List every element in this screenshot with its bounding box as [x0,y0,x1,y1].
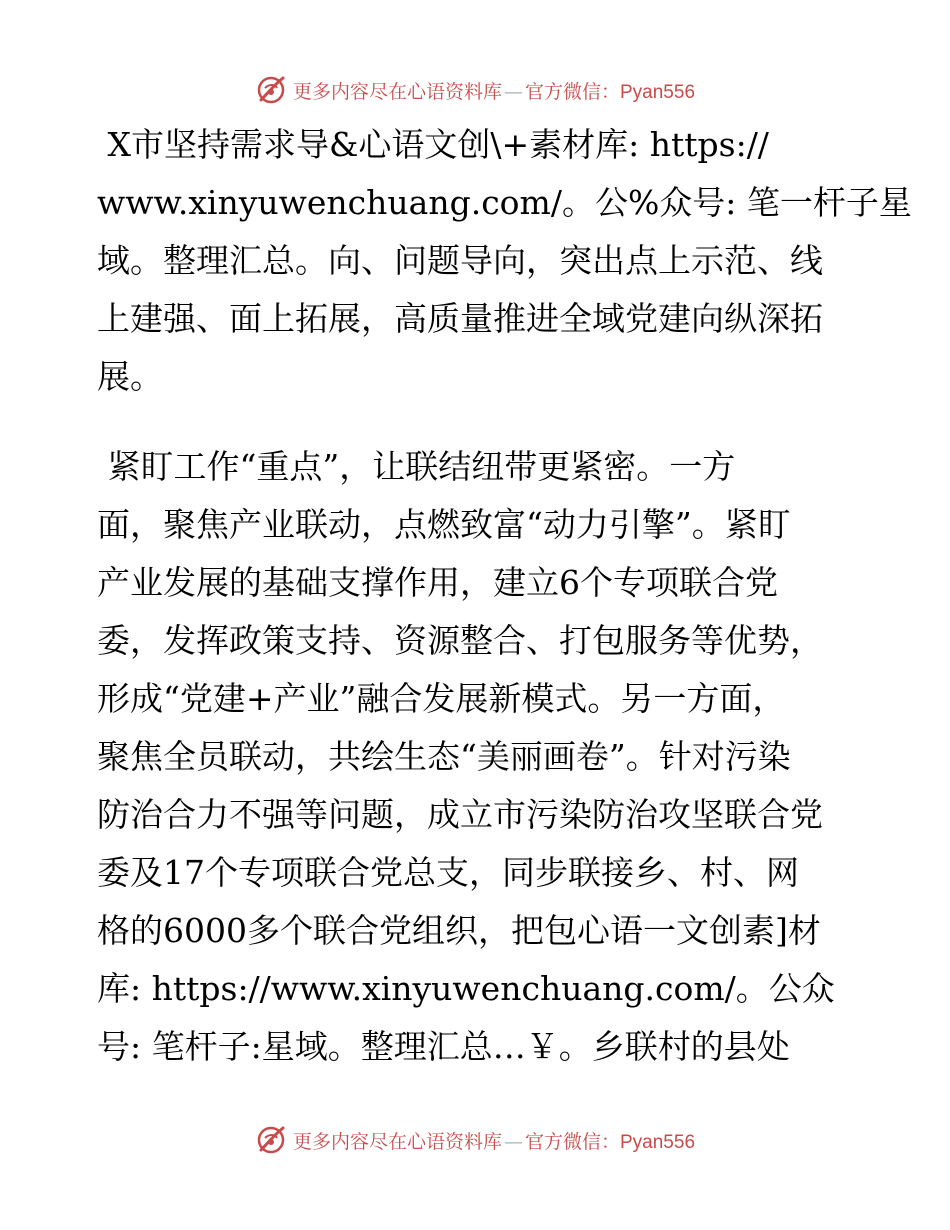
text-line: 防治合力不强等问题，成立市污染防治攻坚联合党 [97,795,823,834]
banner-separator: — [504,1130,523,1153]
text-line: 域。整理汇总。向、问题导向，突出点上示范、线 [97,241,823,280]
footer-banner [0,1120,950,1160]
banner-wechat-text: 官方微信：Pyan556 [525,81,696,103]
banner-separator: — [504,80,523,103]
banner-text [293,77,695,104]
text-line: 聚焦全员联动，共绘生态“美丽画卷”。针对污染 [97,737,791,776]
text-line: 库: https://www.xinyuwenchuang.com/。公众 [97,969,835,1008]
text-line: 格的6000多个联合党组织，把包心语一文创素]材 [97,911,821,950]
document-body [97,116,912,1076]
text-line: 面，聚焦产业联动，点燃致富“动力引擎”。紧盯 [97,505,791,544]
text-line: 展。 [97,357,163,396]
text-line: 委及17个专项联合党总支，同步联接乡、村、网 [97,853,799,892]
text-line: www.xinyuwenchuang.com/。公%众号: 笔一杆子星 [97,183,912,222]
paragraph-2 [97,438,857,1076]
banner-text [293,1127,695,1154]
text-line: 紧盯工作“重点”，让联结纽带更紧密。一方 [97,447,736,486]
text-line: X市坚持需求导&心语文创\+素材库: https:// [97,125,769,164]
text-line: 上建强、面上拓展，高质量推进全域党建向纵深拓 [97,299,823,338]
banner-site-text: 更多内容尽在心语资料库 [292,1130,502,1153]
text-line: 产业发展的基础支撑作用，建立6个专项联合党 [97,563,778,602]
banner-wechat-text: 官方微信：Pyan556 [525,1131,696,1153]
logo-icon [255,74,287,106]
paragraph-1 [97,116,912,406]
text-line: 号: 笔杆子:星域。整理汇总…￥。乡联村的县处 [97,1027,790,1066]
header-banner [0,70,950,110]
banner-site-text: 更多内容尽在心语资料库 [292,80,502,103]
paragraph-gap [97,406,857,438]
text-line: 形成“党建+产业”融合发展新模式。另一方面， [97,679,786,718]
logo-icon [255,1124,287,1156]
text-line: 委，发挥政策支持、资源整合、打包服务等优势， [97,621,823,660]
